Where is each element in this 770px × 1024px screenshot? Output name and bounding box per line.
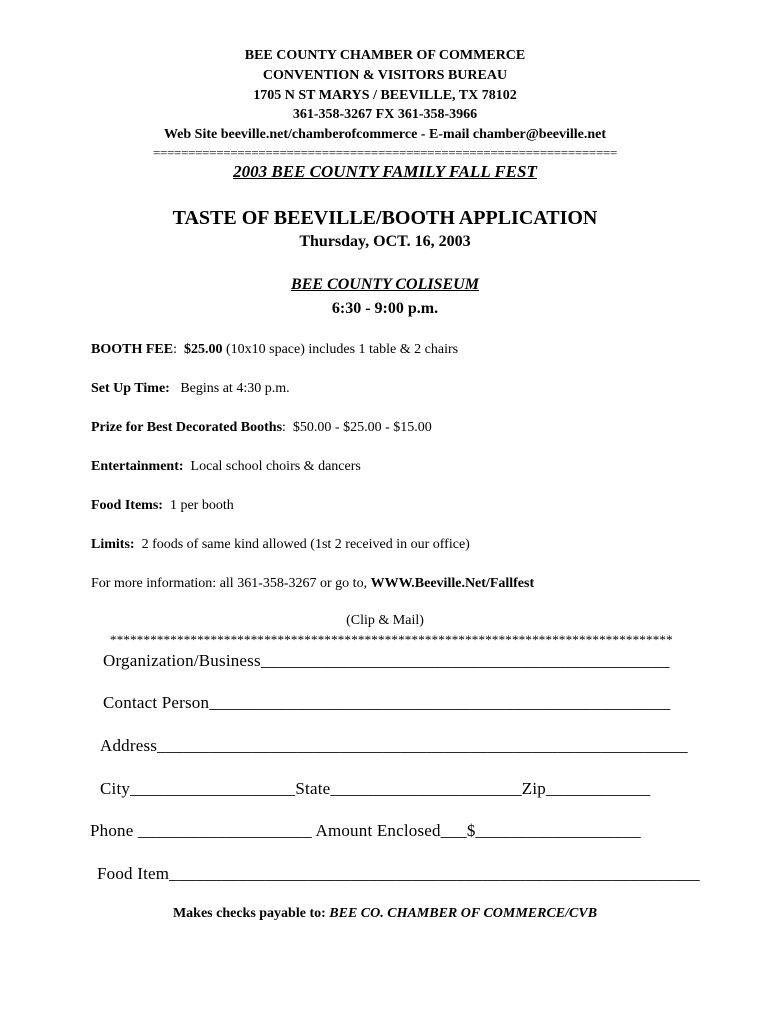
address-field[interactable]: Address_____________________________________________________________ bbox=[100, 736, 688, 755]
detail-label: Food Items: bbox=[91, 498, 163, 513]
detail-separator: : bbox=[282, 420, 293, 435]
mailing-address: 1705 N ST MARYS / BEEVILLE, TX 78102 bbox=[253, 88, 517, 103]
limits-line bbox=[91, 537, 470, 553]
booth-fee-line bbox=[91, 342, 458, 358]
payment-label: Makes checks payable to: bbox=[172, 906, 330, 921]
organization-field[interactable]: Organization/Business_______________________________________________ bbox=[103, 651, 670, 670]
detail-value: Begins at 4:30 p.m. bbox=[180, 381, 290, 396]
detail-separator bbox=[135, 537, 142, 552]
detail-separator bbox=[163, 498, 170, 513]
detail-separator bbox=[170, 381, 181, 396]
more-info-text: For more information: all 361-358-3267 or go to, bbox=[91, 576, 371, 591]
event-time: 6:30 - 9:00 p.m. bbox=[331, 300, 439, 317]
entertainment-line bbox=[91, 459, 361, 475]
event-venue: BEE COUNTY COLISEUM bbox=[291, 276, 479, 293]
detail-value: 1 per booth bbox=[169, 498, 234, 513]
page-title: TASTE OF BEEVILLE/BOOTH APPLICATION bbox=[172, 207, 598, 229]
detail-value: 2 foods of same kind allowed (1st 2 received in our office) bbox=[141, 537, 470, 552]
food-items-line bbox=[91, 498, 234, 514]
event-name: 2003 BEE COUNTY FAMILY FALL FEST bbox=[233, 162, 537, 181]
bureau-name: CONVENTION & VISITORS BUREAU bbox=[262, 68, 508, 83]
prize-line bbox=[91, 420, 432, 436]
org-name: BEE COUNTY CHAMBER OF COMMERCE bbox=[244, 48, 526, 63]
fallfest-link[interactable]: WWW.Beeville.Net/Fallfest bbox=[370, 576, 535, 591]
detail-separator: : bbox=[173, 342, 184, 357]
detail-label: BOOTH FEE bbox=[91, 342, 174, 357]
clip-mail-label: (Clip & Mail) bbox=[346, 613, 424, 628]
detail-label: Set Up Time: bbox=[91, 381, 170, 396]
phone-amount-field[interactable]: Phone ____________________ Amount Enclosed___$___________________ bbox=[90, 821, 641, 840]
detail-label: Prize for Best Decorated Booths bbox=[91, 420, 283, 435]
detail-value: $50.00 - $25.00 - $15.00 bbox=[292, 420, 432, 435]
detail-label: Limits: bbox=[91, 537, 135, 552]
payment-note bbox=[0, 906, 770, 922]
contact-person-field[interactable]: Contact Person_____________________________________________________ bbox=[103, 693, 671, 712]
detail-value: Local school choirs & dancers bbox=[190, 459, 361, 474]
city-state-zip-field[interactable]: City___________________State______________________Zip____________ bbox=[100, 779, 651, 798]
food-item-field[interactable]: Food Item_____________________________________________________________ bbox=[97, 864, 700, 883]
event-date: Thursday, OCT. 16, 2003 bbox=[299, 233, 471, 250]
setup-time-line bbox=[91, 381, 290, 397]
detail-separator bbox=[184, 459, 191, 474]
detail-value: (10x10 space) includes 1 table & 2 chairs bbox=[222, 342, 459, 357]
booth-fee-amount: $25.00 bbox=[183, 342, 223, 357]
web-email: Web Site beeville.net/chamberofcommerce - E-mail chamber@beeville.net bbox=[163, 127, 607, 142]
more-info-line bbox=[91, 576, 534, 592]
payee-name: BEE CO. CHAMBER OF COMMERCE/CVB bbox=[329, 906, 598, 921]
phone-fax: 361-358-3267 FX 361-358-3966 bbox=[292, 107, 478, 122]
header-separator: ================================================================== bbox=[152, 145, 618, 160]
cut-line: ************************************************************************************ bbox=[110, 632, 673, 647]
detail-label: Entertainment: bbox=[91, 459, 184, 474]
